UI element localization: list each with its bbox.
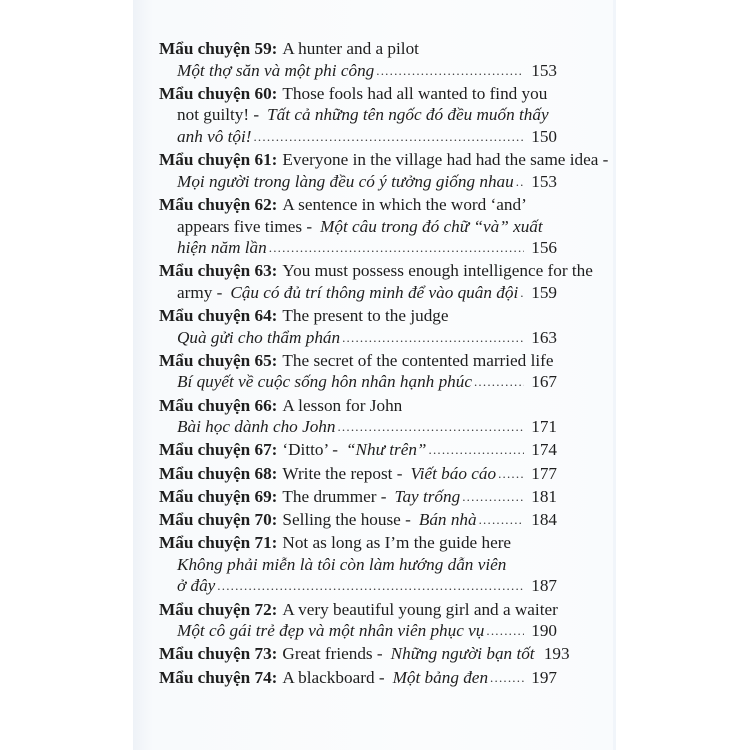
page-number: 153 [531, 60, 557, 80]
toc-line [159, 260, 593, 282]
vietnamese-title: ở đây [177, 576, 216, 596]
toc-line [159, 620, 557, 642]
english-title: The secret of the contented married life [282, 350, 554, 370]
toc-line [159, 83, 557, 105]
toc-line [159, 439, 557, 461]
toc-line [159, 463, 557, 485]
dot-leader [342, 327, 524, 349]
dot-leader [337, 416, 524, 438]
toc-line [159, 371, 557, 393]
vietnamese-title: Một bảng đen [392, 667, 489, 687]
toc-line [159, 643, 570, 665]
toc-line [159, 60, 557, 82]
vietnamese-title: Bí quyết về cuộc sống hôn nhân hạnh phúc [177, 372, 472, 392]
english-title: The present to the judge [282, 306, 449, 326]
toc-line [159, 532, 557, 554]
story-number-label: Mẩu chuyện 69: [159, 486, 278, 506]
vietnamese-title: hiện năm lần [177, 238, 267, 258]
toc-line [159, 38, 557, 60]
toc-line [159, 104, 557, 126]
story-number-label: Mẩu chuyện 72: [159, 599, 278, 619]
dot-leader [474, 371, 524, 393]
story-number-label: Mẩu chuyện 73: [159, 644, 278, 664]
english-title: Selling the house - [282, 510, 411, 529]
toc-line [159, 216, 557, 238]
english-title: Write the repost - [282, 463, 403, 483]
vietnamese-title: Bài học dành cho John [177, 417, 336, 437]
english-title: Great friends - [282, 644, 383, 664]
vietnamese-title: Tay trống [394, 486, 461, 506]
toc-line [159, 575, 557, 597]
english-title: A blackboard - [282, 667, 385, 687]
vietnamese-title: Những người bạn tốt [390, 644, 535, 664]
toc-entry [159, 350, 557, 393]
page-number: 174 [531, 440, 557, 460]
page-number: 193 [543, 644, 570, 664]
dot-leader [516, 171, 524, 193]
vietnamese-title: Một thợ săn và một phi công [177, 60, 375, 80]
english-title: not guilty! - [177, 105, 260, 125]
vietnamese-title: Quà gửi cho thẩm phán [177, 327, 341, 347]
toc-line [159, 194, 557, 216]
dot-leader [253, 126, 524, 148]
story-number-label: Mẩu chuyện 71: [159, 533, 278, 553]
story-number-label: Mẩu chuyện 68: [159, 463, 278, 483]
vietnamese-title: Một cô gái trẻ đẹp và một nhân viên phục vụ [177, 621, 485, 641]
toc-entry [159, 260, 593, 303]
page-edge [613, 0, 616, 750]
toc-entry [159, 463, 557, 485]
toc-entry [159, 667, 557, 689]
dot-leader [498, 463, 524, 485]
vietnamese-title: Một câu trong đó chữ “và” xuất [320, 216, 543, 236]
page-number: 184 [531, 510, 557, 529]
story-number-label: Mẩu chuyện 66: [159, 395, 278, 415]
english-title: Everyone in the village had had the same idea - [282, 150, 609, 170]
dot-leader [490, 667, 524, 689]
toc-entry [159, 149, 609, 192]
english-title: The drummer - [282, 486, 387, 506]
english-title: Not as long as I’m the guide here [282, 533, 512, 553]
page-number: 163 [531, 327, 557, 347]
toc-line [159, 554, 557, 576]
english-title: Those fools had all wanted to find you [282, 83, 548, 103]
toc-line [159, 416, 557, 438]
dot-leader [217, 575, 524, 597]
toc-line [159, 599, 557, 621]
toc-entry [159, 439, 557, 461]
page-number: 197 [531, 667, 557, 687]
vietnamese-title: Mọi người trong làng đều có ý tưởng giống nhau [177, 171, 514, 191]
toc-line [159, 509, 557, 531]
toc-entry [159, 83, 557, 148]
english-title: A hunter and a pilot [282, 39, 419, 58]
toc-line [159, 149, 609, 171]
story-number-label: Mẩu chuyện 63: [159, 261, 278, 281]
vietnamese-title: Bán nhà [418, 510, 477, 529]
page-number: 167 [531, 372, 557, 392]
english-title: A sentence in which the word ‘and’ [282, 194, 527, 214]
story-number-label: Mẩu chuyện 64: [159, 306, 278, 326]
dot-leader [479, 509, 524, 531]
toc-line [159, 486, 557, 508]
page-number: 190 [531, 621, 557, 641]
toc-line [159, 171, 557, 193]
dot-leader [376, 60, 524, 82]
toc-entry [159, 486, 557, 508]
toc-line [159, 350, 557, 372]
dot-leader [269, 237, 524, 259]
toc-line [159, 667, 557, 689]
story-number-label: Mẩu chuyện 61: [159, 150, 278, 170]
vietnamese-title: “Như trên” [345, 440, 427, 460]
page-number: 171 [531, 417, 557, 437]
english-title: ‘Ditto’ - [282, 440, 338, 460]
toc-line [159, 395, 557, 417]
page-number: 153 [531, 171, 557, 191]
dot-leader [520, 282, 524, 304]
toc-line [159, 126, 557, 148]
page-number: 177 [531, 463, 557, 483]
vietnamese-title: Viết báo cáo [410, 463, 497, 483]
toc-line [159, 237, 557, 259]
page-number: 156 [531, 238, 557, 258]
vietnamese-title: Tất cả những tên ngốc đó đều muốn thấy [267, 105, 549, 125]
dot-leader [429, 439, 525, 461]
dot-leader [486, 620, 524, 642]
story-number-label: Mẩu chuyện 60: [159, 83, 278, 103]
vietnamese-title: Cậu có đủ trí thông minh để vào quân đội [230, 282, 519, 302]
page-number: 181 [531, 486, 557, 506]
story-number-label: Mẩu chuyện 70: [159, 510, 278, 529]
vietnamese-title: anh vô tội! [177, 126, 252, 146]
page-number: 150 [531, 126, 557, 146]
dot-leader [462, 486, 524, 508]
vietnamese-title: Không phải miễn là tôi còn làm hướng dẫn viên [177, 554, 507, 574]
english-title: army - [177, 282, 223, 302]
page-number: 187 [531, 576, 557, 596]
toc-line [159, 282, 557, 304]
page-number: 159 [531, 282, 557, 302]
toc-entry [159, 509, 557, 531]
table-of-contents [159, 38, 609, 690]
story-number-label: Mẩu chuyện 62: [159, 194, 278, 214]
toc-entry [159, 599, 557, 642]
toc-line [159, 327, 557, 349]
toc-line [159, 305, 557, 327]
english-title: A lesson for John [282, 395, 403, 415]
toc-entry [159, 395, 557, 438]
story-number-label: Mẩu chuyện 67: [159, 440, 278, 460]
story-number-label: Mẩu chuyện 74: [159, 667, 278, 687]
toc-entry [159, 194, 557, 259]
english-title: appears five times - [177, 216, 313, 236]
toc-entry [159, 305, 557, 348]
toc-entry [159, 532, 557, 597]
toc-entry [159, 643, 570, 665]
toc-entry [159, 38, 557, 81]
story-number-label: Mẩu chuyện 65: [159, 350, 278, 370]
story-number-label: Mẩu chuyện 59: [159, 39, 278, 58]
english-title: You must possess enough intelligence for the [282, 261, 593, 281]
english-title: A very beautiful young girl and a waiter [282, 599, 558, 619]
